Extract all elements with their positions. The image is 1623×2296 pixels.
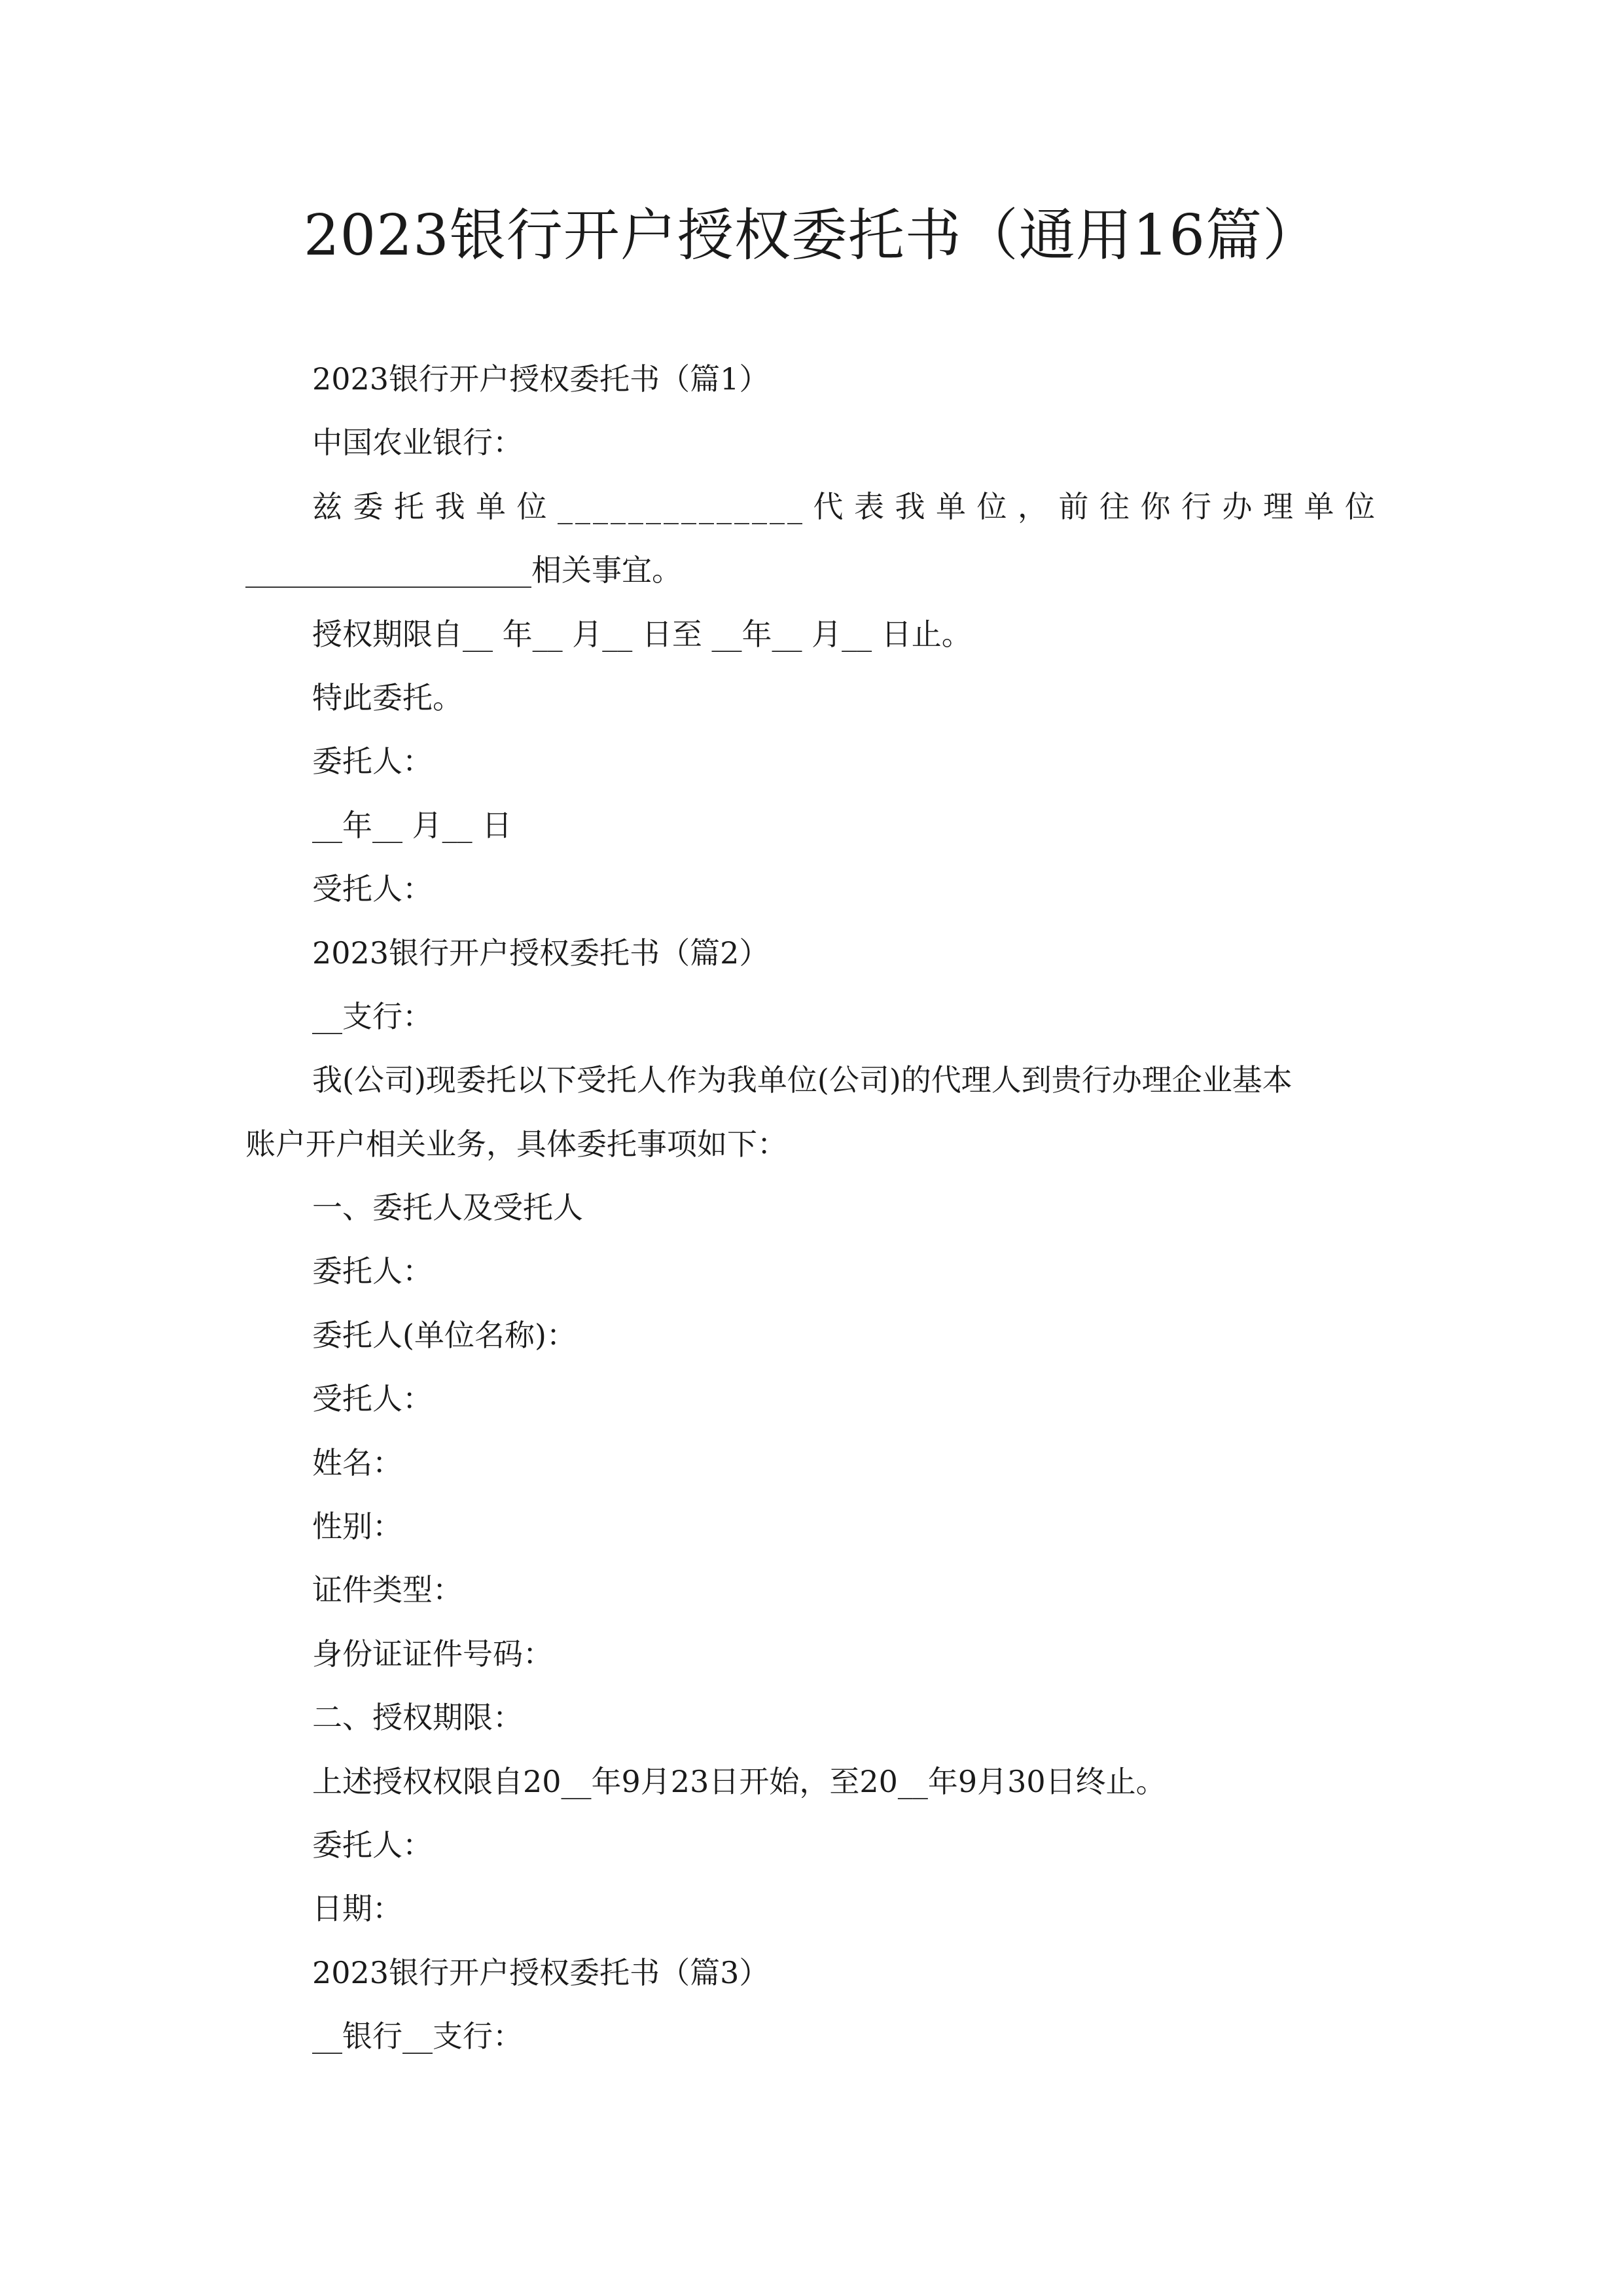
paragraph-line: 兹委托我单位______________代表我单位，前往你行办理单位 (312, 488, 1378, 524)
document-body (245, 348, 1378, 2069)
field-line: 委托人(单位名称)： (312, 1317, 577, 1353)
addressee-line: __支行： (312, 998, 433, 1034)
subheading-line: 二、授权期限： (312, 1700, 523, 1736)
date-line: 日期： (312, 1891, 402, 1927)
field-line: 委托人： (312, 1253, 433, 1289)
paragraph-line: 我(公司)现委托以下受托人作为我单位(公司)的代理人到贵行办理企业基本 (312, 1062, 1293, 1098)
date-line: __年__ 月__ 日 (312, 807, 512, 843)
section-heading-2: 2023银行开户授权委托书（篇2） (312, 935, 770, 971)
section-heading-1: 2023银行开户授权委托书（篇1） (312, 361, 770, 397)
signature-line: 委托人： (312, 744, 433, 780)
paragraph-line: 账户开户相关业务，具体委托事项如下： (245, 1126, 787, 1162)
field-line: 证件类型： (312, 1572, 463, 1608)
field-line: 性别： (312, 1509, 402, 1545)
signature-line: 受托人： (312, 871, 433, 907)
paragraph-line: ___________________相关事宜。 (245, 552, 682, 588)
section-heading-3: 2023银行开户授权委托书（篇3） (312, 1954, 770, 1990)
addressee-line: 中国农业银行： (312, 425, 523, 461)
paragraph-line: 上述授权权限自20__年9月23日开始，至20__年9月30日终止。 (312, 1763, 1166, 1799)
paragraph-line: 特此委托。 (312, 679, 463, 715)
field-line: 身份证证件号码： (312, 1636, 553, 1672)
field-line: 受托人： (312, 1381, 433, 1417)
subheading-line: 一、委托人及受托人 (312, 1190, 583, 1226)
addressee-line: __银行__支行： (312, 2018, 523, 2054)
signature-line: 委托人： (312, 1827, 433, 1863)
document-title: 2023银行开户授权委托书（通用16篇） (303, 203, 1320, 268)
field-line: 姓名： (312, 1444, 402, 1480)
paragraph-line: 授权期限自__ 年__ 月__ 日至 __年__ 月__ 日止。 (312, 616, 972, 652)
